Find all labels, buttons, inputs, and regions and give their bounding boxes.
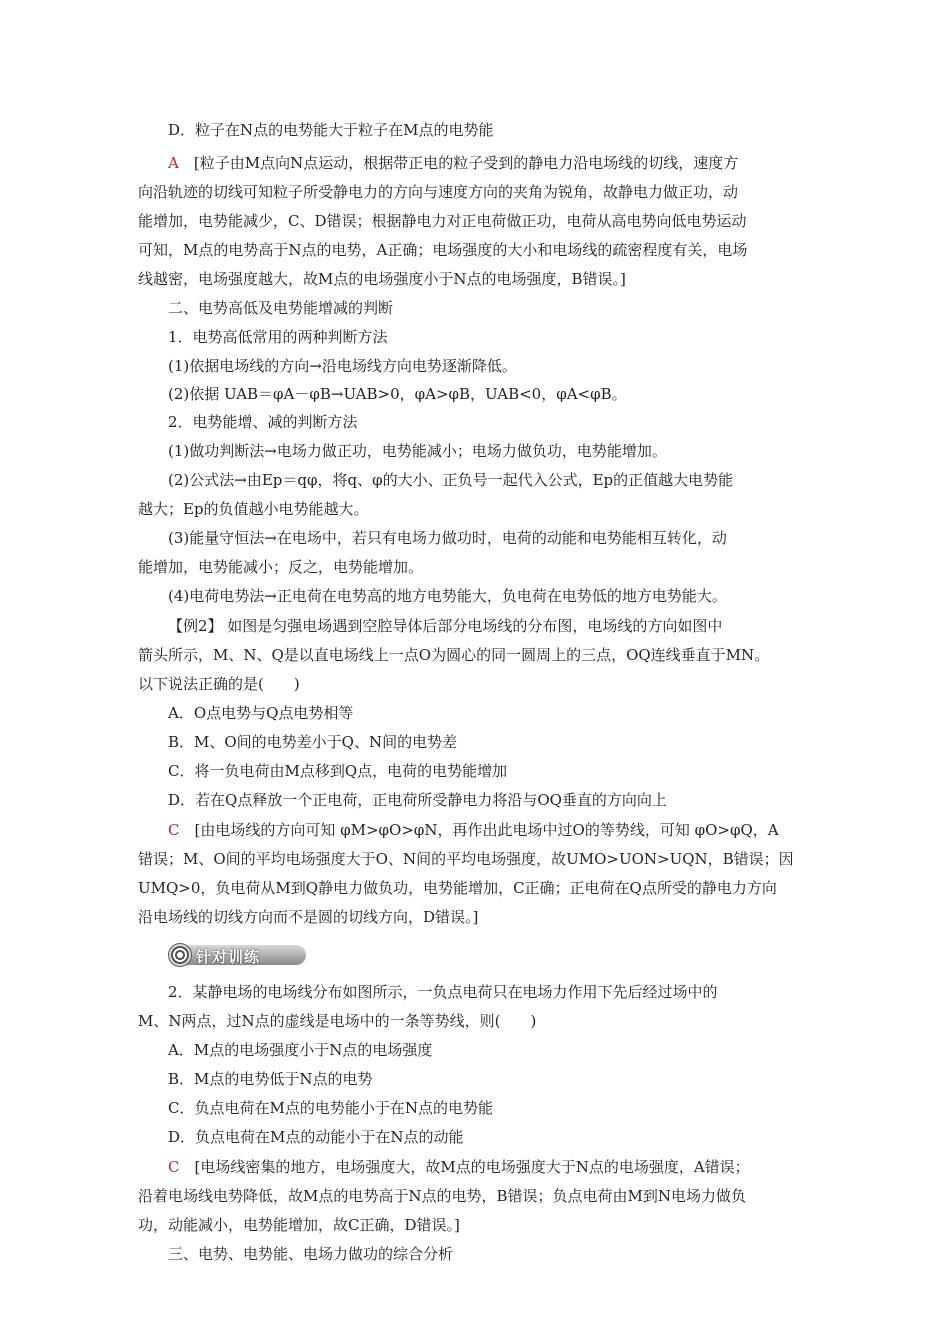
text-line: 可知，M点的电势高于N点的电势，A正确；电场强度的大小和电场线的疏密程度有关，电场 bbox=[138, 241, 748, 259]
target-icon bbox=[168, 943, 192, 967]
text-line: 能增加，电势能减少，C、D错误；根据静电力对正电荷做正功，电荷从高电势向低电势运动 bbox=[138, 212, 747, 230]
option-a: A．O点电势与Q点电势相等 bbox=[168, 704, 354, 722]
option-b: B．M、O间的电势差小于Q、N间的电势差 bbox=[168, 733, 458, 751]
option-d: D．若在Q点释放一个正电荷，正电荷所受静电力将沿与OQ垂直的方向向上 bbox=[168, 791, 667, 809]
text-line: UMQ>0，负电荷从M到Q静电力做负功，电势能增加，C正确；正电荷在Q点所受的静电力方向 bbox=[138, 879, 777, 897]
text-line: 向沿轨迹的切线可知粒子所受静电力的方向与速度方向的夹角为锐角，故静电力做正功，动 bbox=[138, 183, 739, 201]
text-line: 能增加，电势能减小；反之，电势能增加。 bbox=[138, 558, 424, 576]
text-line: (3)能量守恒法→在电场中，若只有电场力做功时，电荷的动能和电势能相互转化，动 bbox=[168, 529, 727, 547]
text-line: 功，动能减小，电势能增加，故C正确，D错误。] bbox=[138, 1216, 460, 1234]
text-line: 错误；M、O间的平均电场强度大于O、N间的平均电场强度，故UMO>UON>UQN，B错误；因 bbox=[138, 850, 794, 868]
example-2-stem: 【例2】 如图是匀强电场遇到空腔导体后部分电场线的分布图，电场线的方向如图中 bbox=[168, 617, 723, 635]
text-line: 越大；Ep的负值越小电势能越大。 bbox=[138, 500, 369, 518]
answer-1: A [粒子由M点向N点运动，根据带正电的粒子受到的静电力沿电场线的切线，速度方 bbox=[168, 154, 739, 172]
text-line: (1)依据电场线的方向→沿电场线方向电势逐渐降低。 bbox=[168, 357, 517, 375]
answer-letter: C bbox=[168, 1158, 180, 1176]
text-line: 2．电势能增、减的判断方法 bbox=[168, 413, 358, 431]
text-line: 以下说法正确的是( ) bbox=[138, 675, 300, 693]
text-line: (2)依据 UAB＝φA－φB→UAB>0，φA>φB，UAB<0，φA<φB。 bbox=[168, 385, 627, 403]
option-c: C．将一负电荷由M点移到Q点，电荷的电势能增加 bbox=[168, 762, 508, 780]
text-line: (1)做功判断法→电场力做正功，电势能减小；电场力做负功，电势能增加。 bbox=[168, 442, 667, 460]
section-heading-2: 二、电势高低及电势能增减的判断 bbox=[168, 299, 394, 317]
section-heading-3: 三、电势、电势能、电场力做功的综合分析 bbox=[168, 1245, 454, 1263]
text-line: (2)公式法→由Ep＝qφ，将q、φ的大小、正负号一起代入公式，Ep的正值越大电势能 bbox=[168, 471, 734, 489]
answer-3: C [电场线密集的地方，电场强度大，故M点的电场强度大于N点的电场强度，A错误； bbox=[168, 1158, 750, 1176]
text-line: M、N两点，过N点的虚线是电场中的一条等势线，则( ) bbox=[138, 1012, 537, 1030]
answer-letter: C bbox=[168, 821, 180, 839]
text-line: 沿着电场线电势降低，故M点的电势高于N点的电势，B错误；负点电荷由M到N电场力做负 bbox=[138, 1187, 746, 1205]
option-d-1: D．粒子在N点的电势能大于粒子在M点的电势能 bbox=[168, 121, 494, 139]
option-d: D．负点电荷在M点的动能小于在N点的动能 bbox=[168, 1128, 464, 1146]
text-line: 线越密，电场强度越大，故M点的电场强度小于N点的电场强度，B错误。] bbox=[138, 270, 626, 288]
option-a: A．M点的电场强度小于N点的电场强度 bbox=[168, 1041, 433, 1059]
practice-banner bbox=[168, 943, 308, 967]
practice-2-stem: 2．某静电场的电场线分布如图所示，一负点电荷只在电场力作用下先后经过场中的 bbox=[168, 983, 718, 1001]
option-c: C．负点电荷在M点的电势能小于在N点的电势能 bbox=[168, 1099, 493, 1117]
answer-2: C [由电场线的方向可知 φM>φO>φN，再作出此电场中过O的等势线，可知 φO>φQ，A bbox=[168, 821, 779, 839]
answer-letter: A bbox=[168, 154, 179, 172]
text-line: 1．电势高低常用的两种判断方法 bbox=[168, 328, 388, 346]
text-line: 沿电场线的切线方向而不是圆的切线方向，D错误。] bbox=[138, 908, 479, 926]
text-line: (4)电荷电势法→正电荷在电势高的地方电势能大，负电荷在电势低的地方电势能大。 bbox=[168, 587, 727, 605]
option-b: B．M点的电势低于N点的电势 bbox=[168, 1070, 373, 1088]
text-line: 箭头所示，M、N、Q是以直电场线上一点O为圆心的同一圆周上的三点，OQ连线垂直于MN。 bbox=[138, 646, 770, 664]
banner-label: 针对训练 bbox=[196, 948, 261, 966]
